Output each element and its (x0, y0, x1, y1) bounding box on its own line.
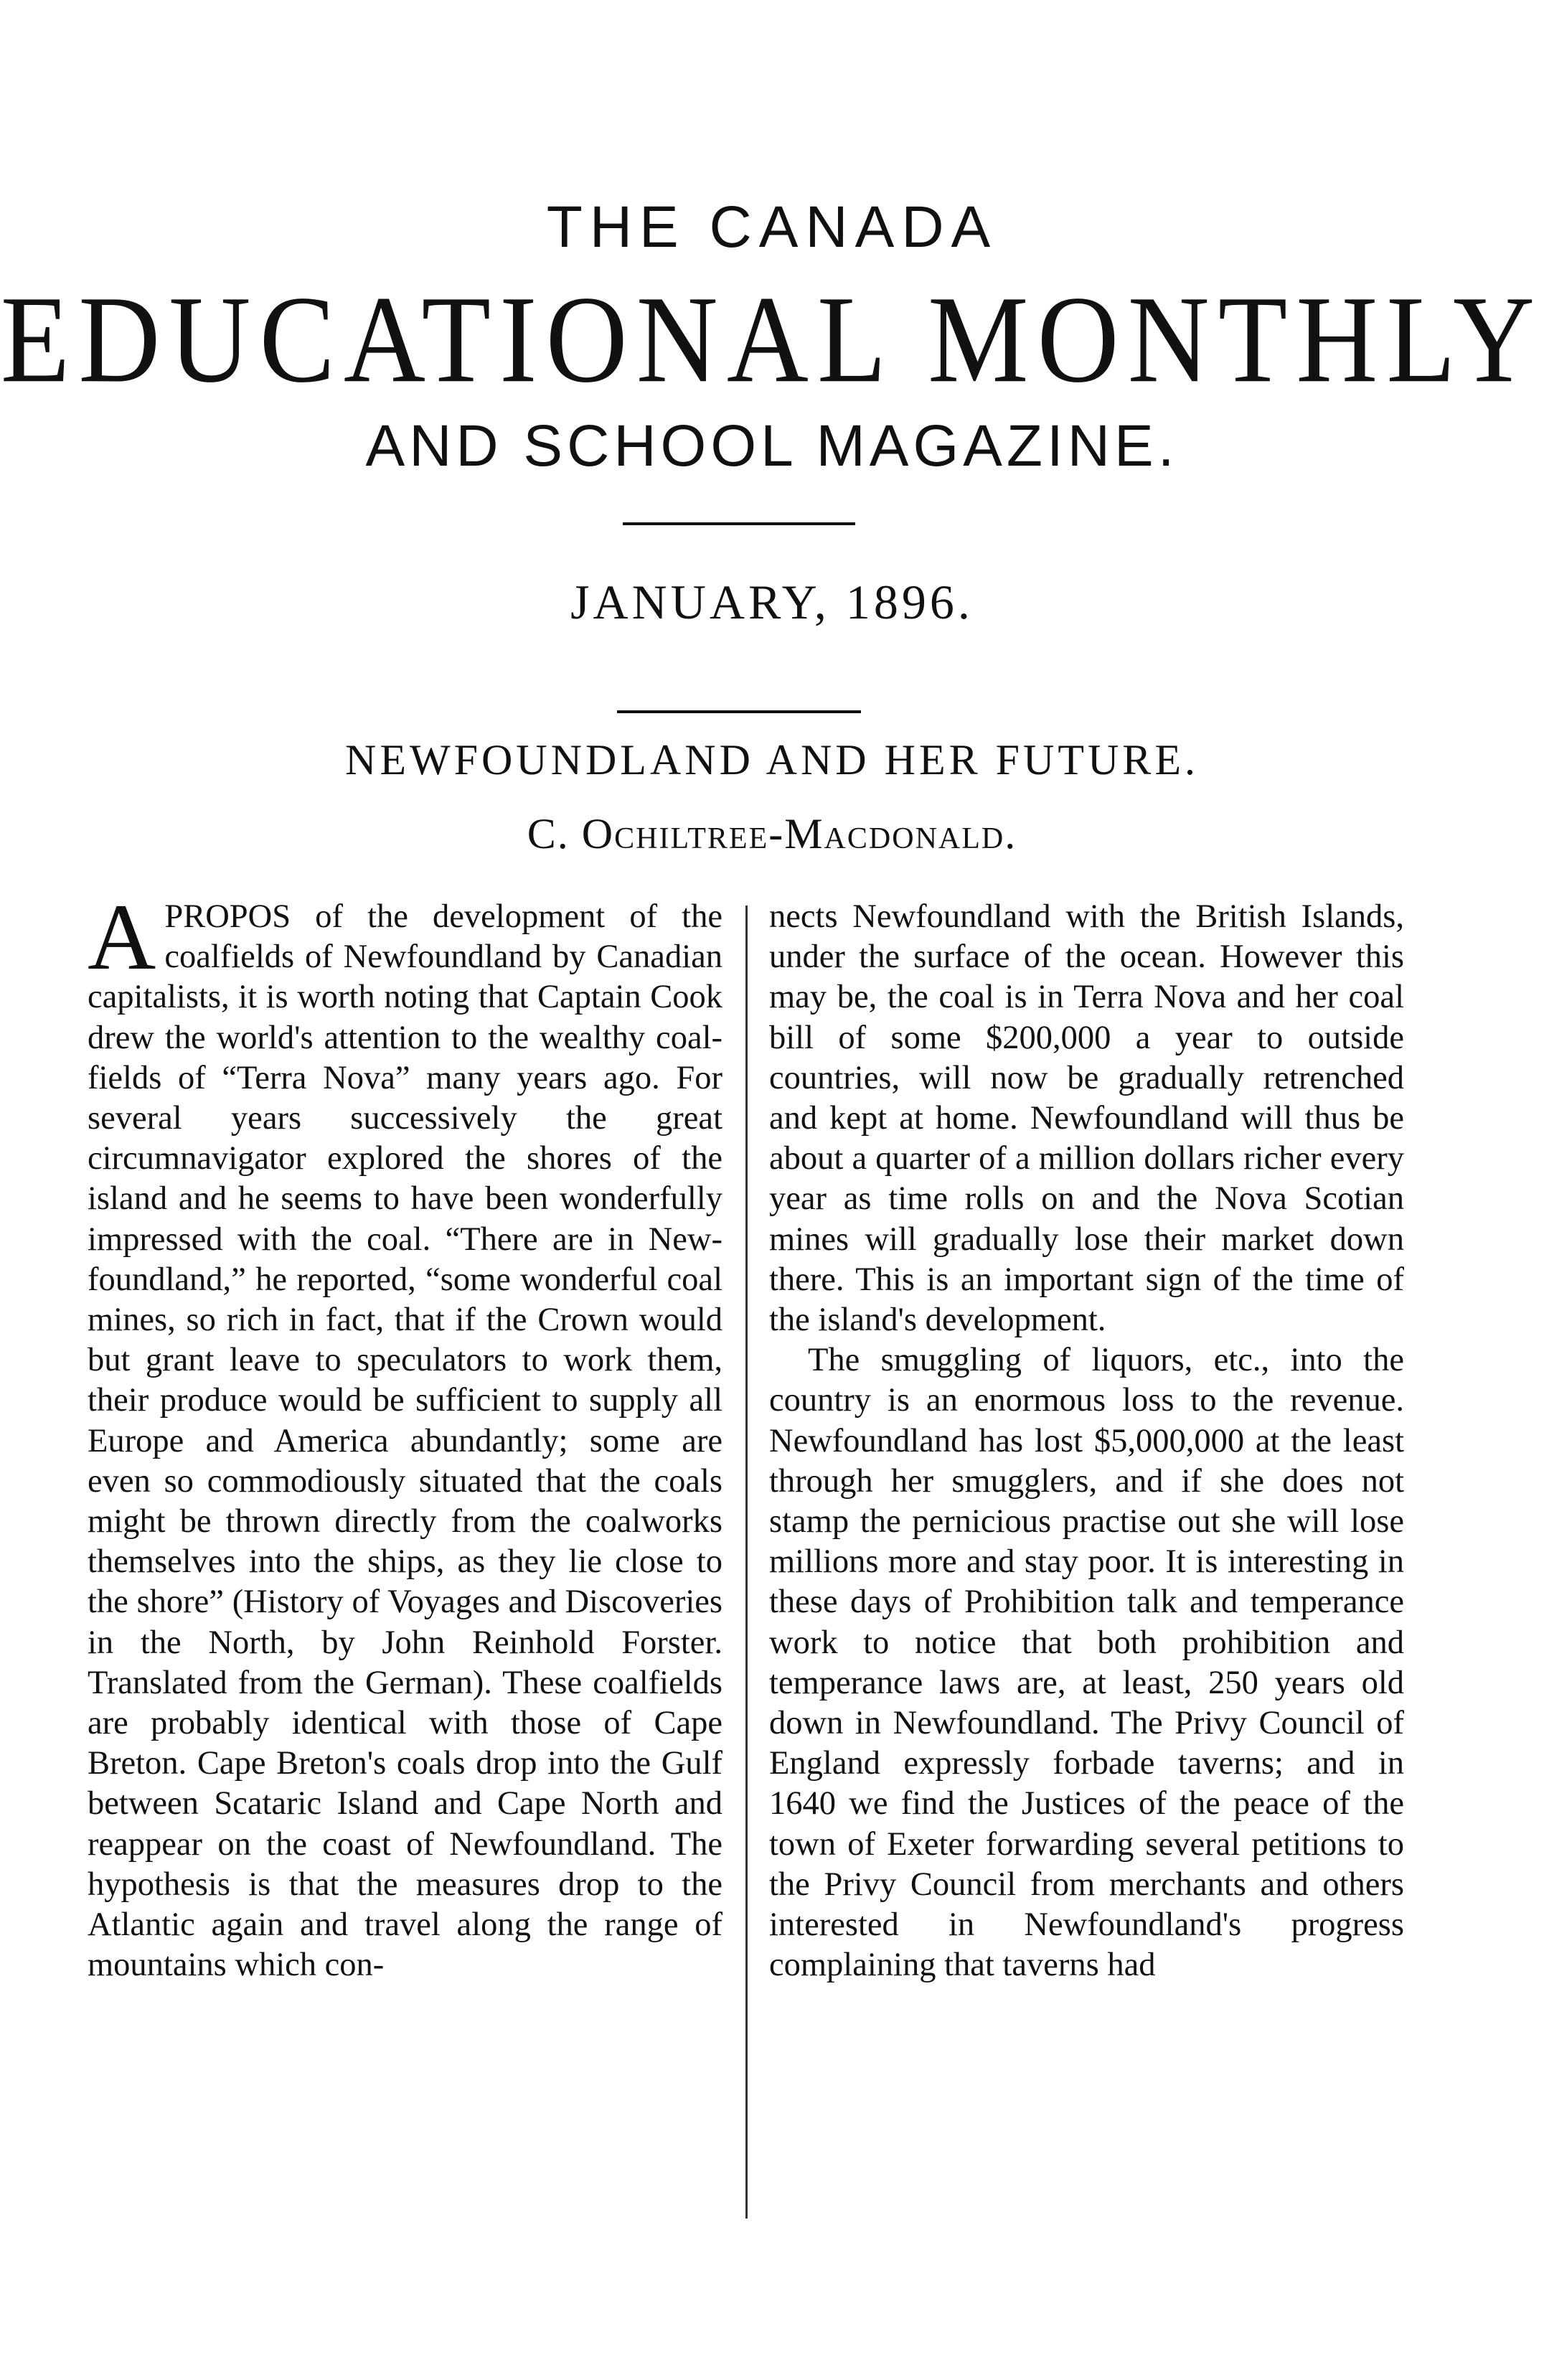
drop-cap: A (88, 884, 156, 989)
issue-date: JANUARY, 1896. (570, 575, 974, 629)
divider-rule-bottom (617, 710, 861, 713)
divider-rule-top (623, 522, 855, 525)
paragraph: nects Newfoundland with the British Islands, under the surface of the ocean. However this may be, the coal is in Terra Nova and her coal bill of some $200,000 a year to outside countries, will now be gradually retrenched and kept at home. Newfoundland will thus be about a quarter of a million dollars richer every year as time rolls on and the Nova Scotian mines will gradually lose their market down there. This is an important sign of the time of the island's development. (769, 898, 1404, 1339)
article-column-left (88, 884, 722, 1985)
paragraph: The smuggling of liquors, etc., into the country is an enormous loss to the revenue. Newfoundland has lost $5,000,000 at the least through her smugglers, and if she does not stamp the pernicious practise out she will lose millions more and stay poor. It is interesting in these days of Prohibition talk and temperance work to notice that both prohibition and temperance laws are, at least, 250 years old down in Newfoundland. The Privy Council of England expressly forbade taverns; and in 1640 we find the Justices of the peace of the town of Exeter forwarding several petitions to the Privy Council from merchants and others interested in Newfoundland's progress complaining that taverns had (769, 1342, 1404, 1984)
article-column-right (769, 897, 1404, 1985)
paragraph-text: PROPOS of the development of the coalfields of Newfoundland by Canadian capitalists, it is worth noting that Captain Cook drew the world's attention to the wealthy coal-fields of “Terra Nova” many years ago. For several years successively the great circumnavigator explored the shores of the island and he seems to have been wonderfully impressed with the coal. “There are in New-foundland,” he reported, “some wonderful coal mines, so rich in fact, that if the Crown would but grant leave to speculators to work them, their produce would be sufficient to supply all Europe and America abundantly; some are even so commodiously situated that the coals might be thrown directly from the coalworks themselves into the ships, as they lie close to the shore” (History of Voyages and Discoveries in the North, by John Reinhold Forster. Translated from the German). These coalfields are probably identical with those of Cape Breton. Cape Breton's coals drop into the Gulf between Scataric Island and Cape North and reappear on the coast of Newfoundland. The hypothesis is that the measures drop to the Atlantic again and travel along the range of mountains which con- (88, 898, 722, 1984)
article-byline: C. Ochiltree-Macdonald. (527, 810, 1017, 857)
masthead-subtitle: AND SCHOOL MAGAZINE. (365, 413, 1179, 479)
masthead-title: EDUCATIONAL MONTHLY (0, 271, 1544, 409)
masthead-top-line: THE CANADA (546, 194, 998, 260)
column-divider (745, 906, 748, 2219)
paragraph (88, 884, 722, 1985)
article-title: NEWFOUNDLAND AND HER FUTURE. (345, 736, 1199, 784)
